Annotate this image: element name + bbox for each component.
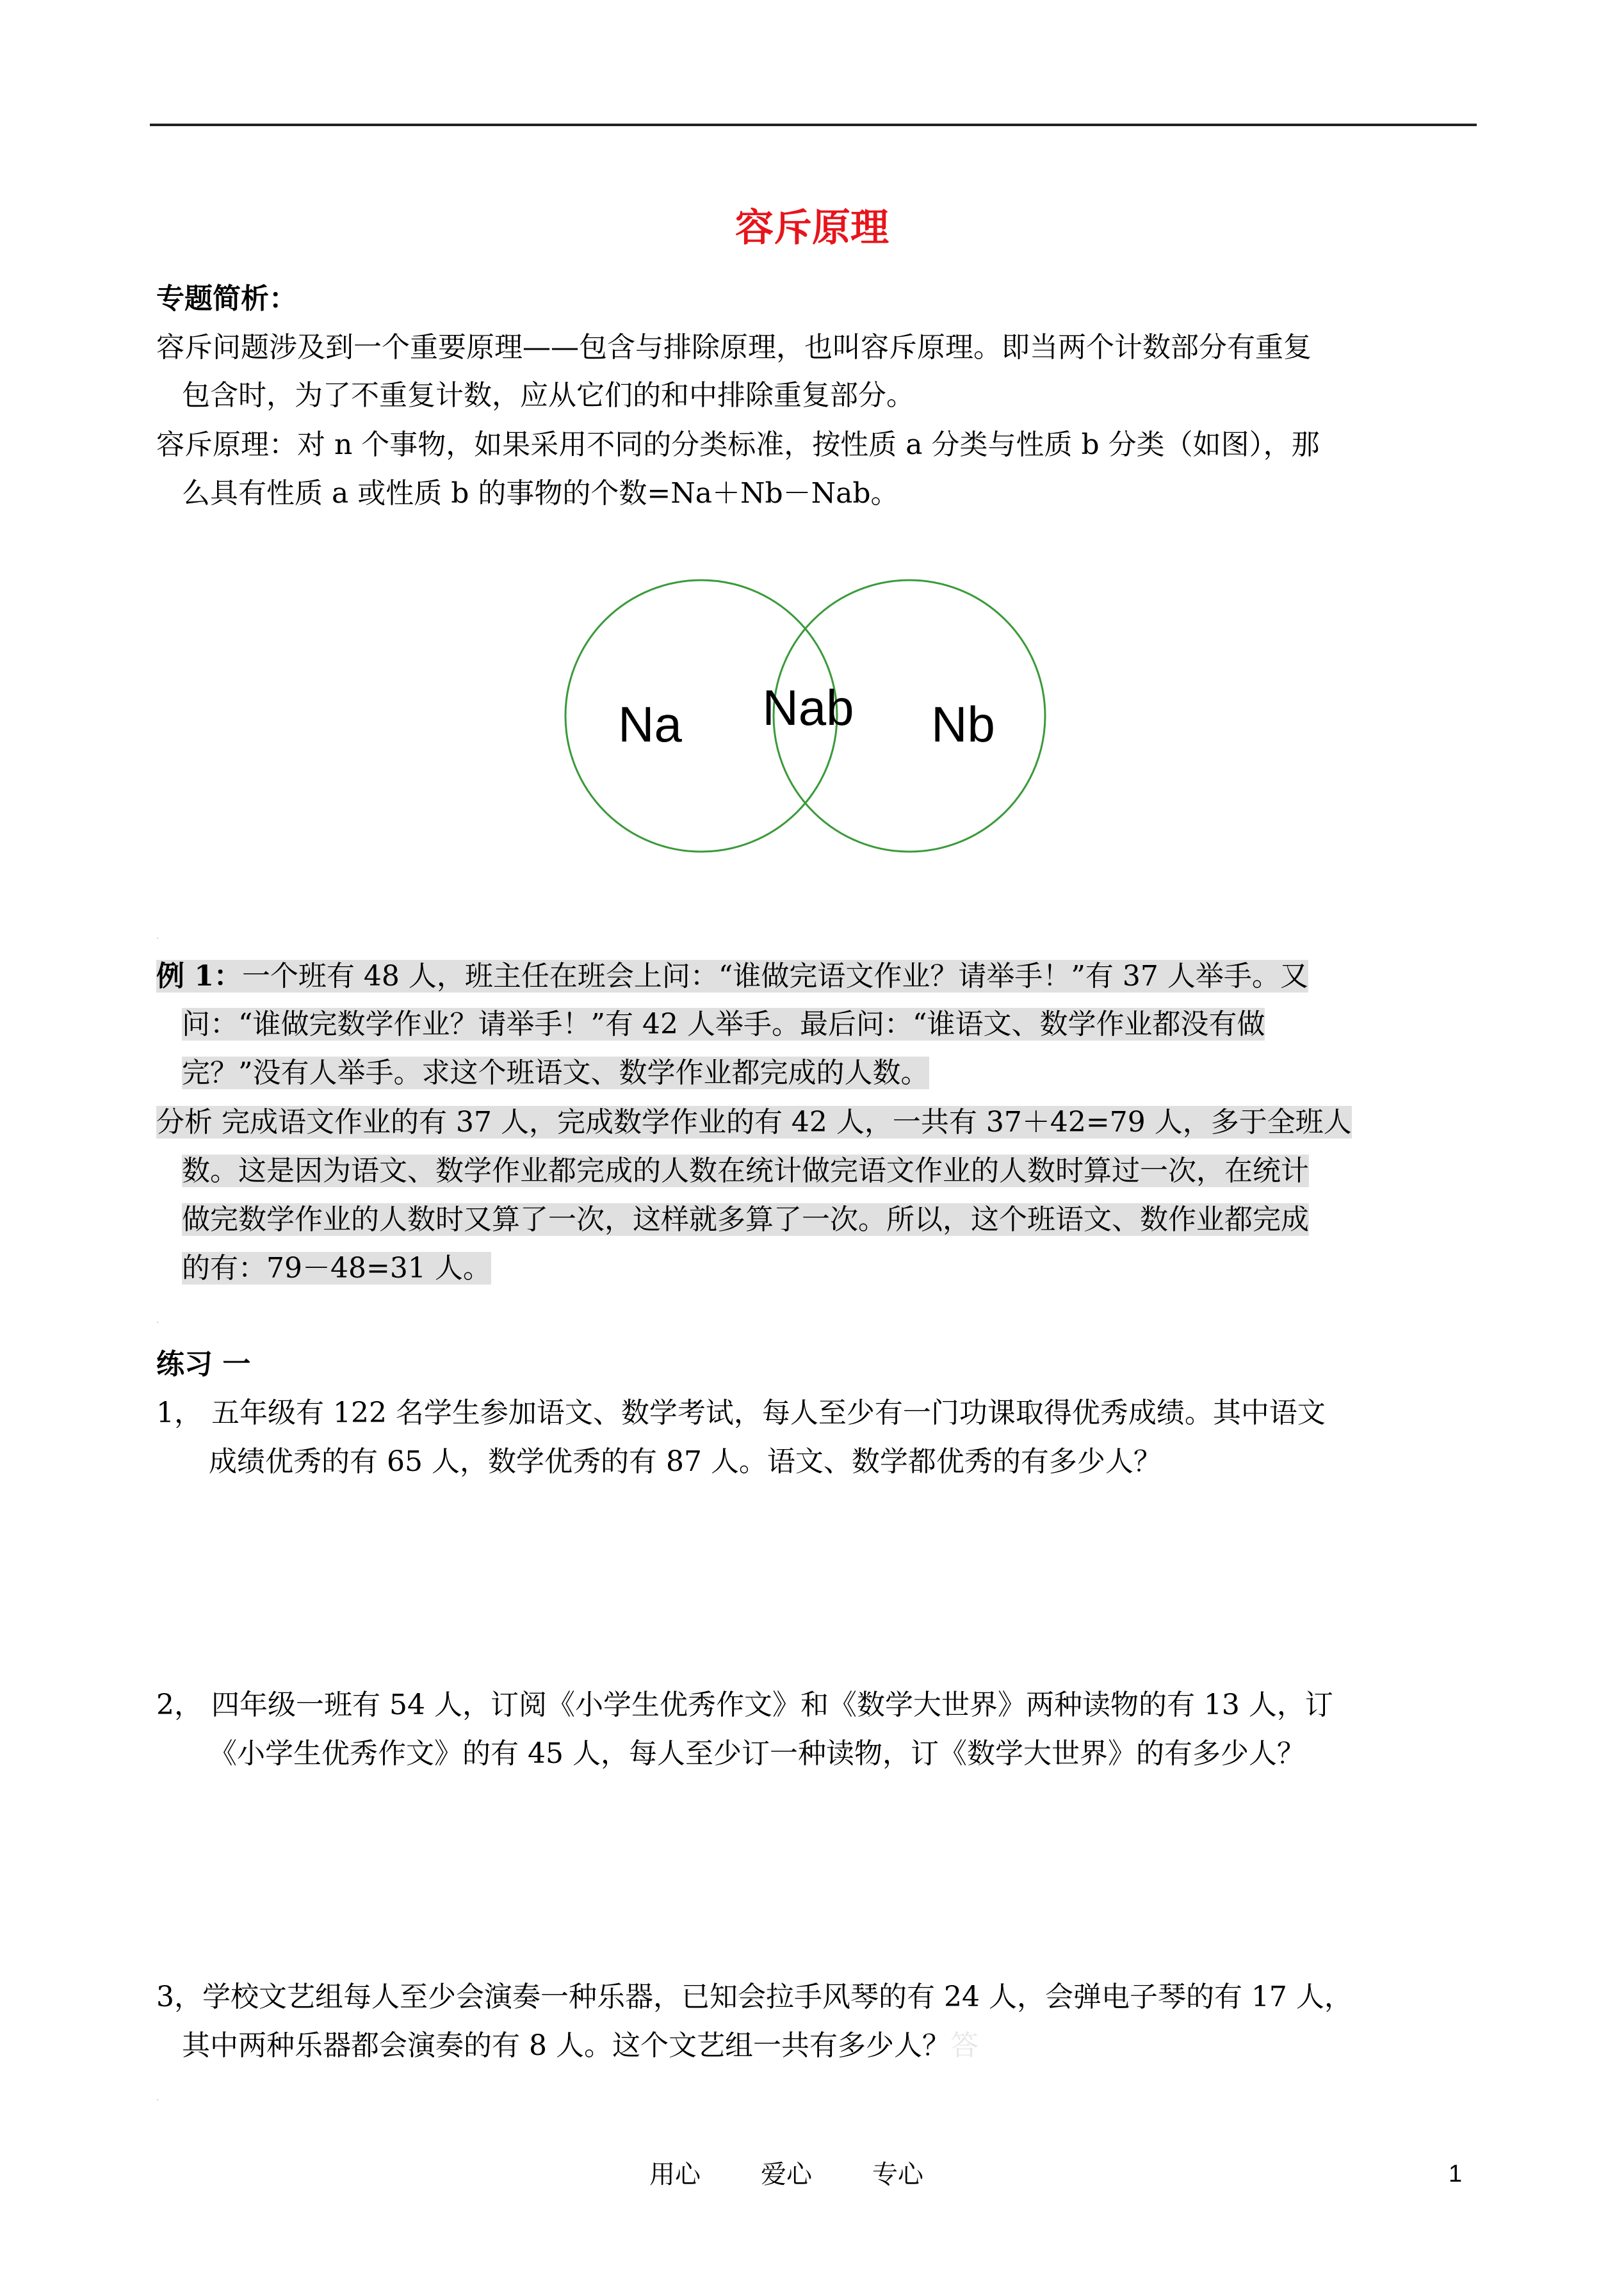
analysis-line-2-text: 数。这是因为语文、数学作业都完成的人数在统计做完语文作业的人数时算过一次，在统计 [182,1155,1309,1187]
question-2-line-2: 《小学生优秀作文》的有 45 人，每人至少订一种读物，订《数学大世界》的有多少人？ [209,1737,1305,1770]
example-1-line-1-text: 一个班有 48 人，班主任在班会上问：“谁做完语文作业？请举手！”有 37 人举手。又 [241,960,1308,993]
text-mark: · [156,1318,159,1328]
venn-label-nab: Nab [762,679,854,736]
question-3-line-2-text: 其中两种乐器都会演奏的有 8 人。这个文艺组一共有多少人？ [182,2029,950,2062]
question-1-line-1: 1， 五年级有 122 名学生参加语文、数学考试，每人至少有一门功课取得优秀成绩。其中语文 [156,1397,1326,1429]
venn-label-na: Na [618,696,682,752]
venn-circle-a [565,580,837,852]
footer-item-1: 用心 [649,2160,701,2189]
intro-paragraph-1-line-1: 容斥问题涉及到一个重要原理——包含与排除原理，也叫容斥原理。即当两个计数部分有重复 [156,331,1311,364]
analysis-line-4-text: 的有：79－48=31 人。 [182,1252,491,1285]
header-rule [150,124,1477,126]
text-mark: · [156,2095,159,2105]
intro-paragraph-1-line-2: 包含时，为了不重复计数，应从它们的和中排除重复部分。 [182,379,914,412]
page-number: 1 [1449,2161,1463,2187]
venn-circle-b [774,580,1045,852]
example-1-label: 例 1： [156,960,242,993]
analysis-line-3-text: 做完数学作业的人数时又算了一次，这样就多算了一次。所以，这个班语文、数作业都完成 [182,1203,1309,1236]
practice-heading: 练习 一 [156,1348,251,1381]
example-1-line-3 [182,1057,929,1089]
question-3-faint-answer-mark: 答 [950,2029,978,2062]
page-title: 容斥原理 [735,206,889,250]
question-2-line-1: 2， 四年级一班有 54 人，订阅《小学生优秀作文》和《数学大世界》两种读物的有 13 人，订 [156,1689,1333,1721]
example-1-line-1 [156,961,1308,993]
footer-item-3: 专心 [872,2160,923,2189]
analysis-line-3 [182,1204,1309,1236]
intro-heading: 专题简析： [156,282,297,315]
example-1-line-2-text: 问：“谁做完数学作业？请举手！”有 42 人举手。最后问：“谁语文、数学作业都没有做 [182,1008,1265,1041]
example-1-line-2 [182,1009,1265,1041]
analysis-line-1 [156,1107,1352,1139]
question-3-line-2 [182,2030,978,2062]
analysis-line-1-text: 分析 完成语文作业的有 37 人，完成数学作业的有 42 人，一共有 37＋42=79 人，多于全班人 [156,1106,1352,1139]
intro-paragraph-2-line-2: 么具有性质 a 或性质 b 的事物的个数=Na＋Nb－Nab。 [182,477,899,510]
example-1-line-3-text: 完？”没有人举手。求这个班语文、数学作业都完成的人数。 [182,1057,929,1089]
question-3-line-1: 3，学校文艺组每人至少会演奏一种乐器，已知会拉手风琴的有 24 人，会弹电子琴的有 17 人， [156,1981,1352,2013]
intro-paragraph-2-line-1: 容斥原理：对 n 个事物，如果采用不同的分类标准，按性质 a 分类与性质 b 分类（如图），那 [156,428,1320,461]
text-mark: · [156,934,159,944]
analysis-line-2 [182,1155,1309,1187]
question-1-line-2: 成绩优秀的有 65 人，数学优秀的有 87 人。语文、数学都优秀的有多少人？ [209,1445,1162,1478]
venn-label-nb: Nb [931,696,995,752]
footer-item-2: 爱心 [761,2160,812,2189]
analysis-line-4 [182,1253,491,1285]
